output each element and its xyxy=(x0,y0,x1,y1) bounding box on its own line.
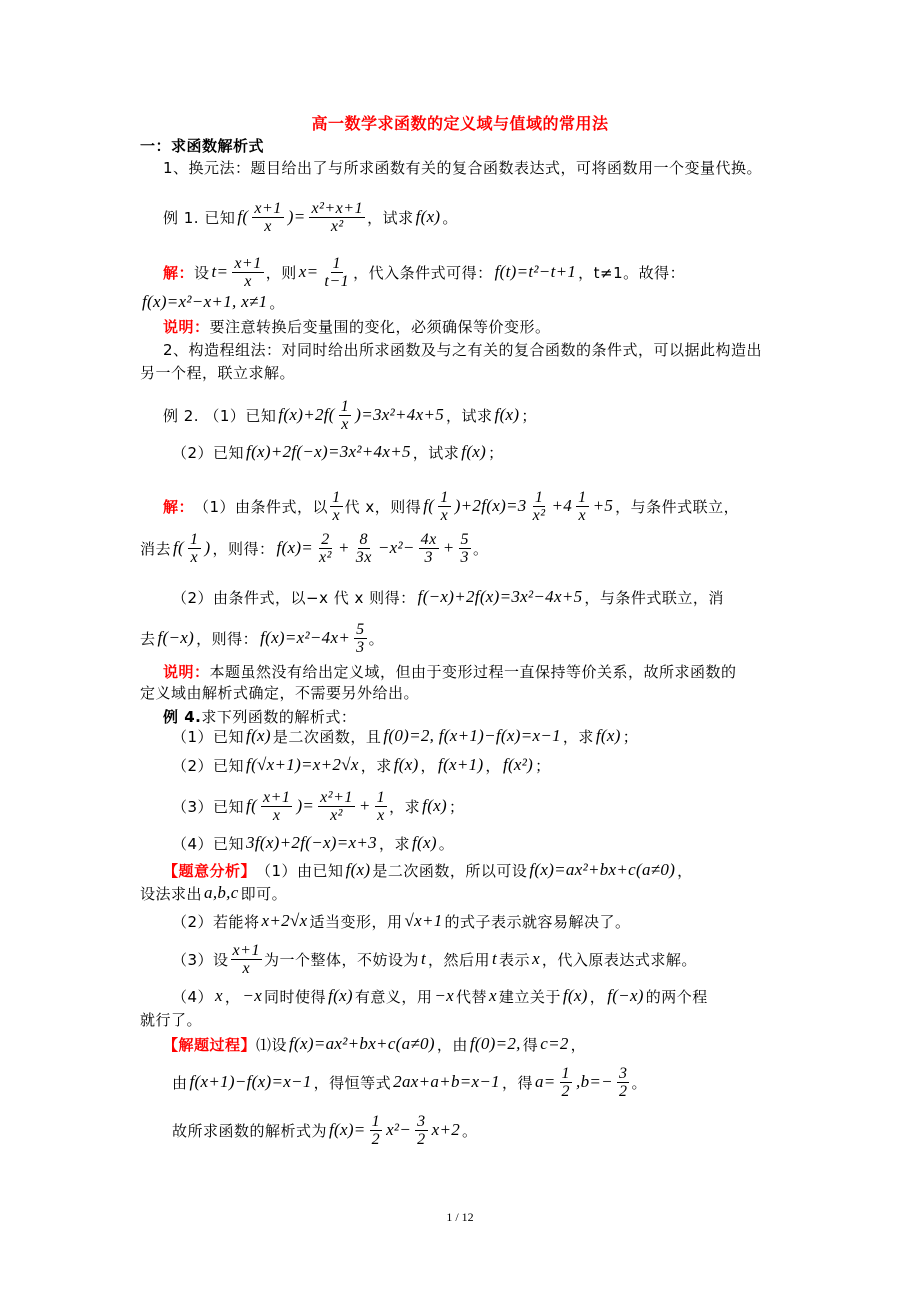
math-expression: f(x) xyxy=(562,986,588,1005)
math-expression: f(x)=ax²+bx+c(a≠0) xyxy=(529,860,676,879)
text: 。 xyxy=(473,539,489,558)
text: 例 1. 已知 xyxy=(163,208,236,227)
text: （2）已知 xyxy=(172,756,245,775)
text: 消去 xyxy=(140,539,172,558)
math-expression: f(x) xyxy=(595,726,621,745)
math-expression: f(x) xyxy=(393,755,419,774)
text: 适当变形，用 xyxy=(309,912,403,931)
math-expression: f(t)=t²−t+1 xyxy=(494,262,577,281)
math-expression: t= xyxy=(211,262,229,281)
numerator: x+1 xyxy=(234,254,262,272)
text: ，求 xyxy=(562,727,594,746)
highlight-label: 【解题过程】 xyxy=(163,1035,257,1054)
text: ， xyxy=(677,861,693,880)
math-expression: −x xyxy=(242,986,263,1005)
text: ，与条件式联立， xyxy=(615,497,740,516)
math-expression: f(0)=2, xyxy=(469,1034,521,1053)
text: 代 x，则得 xyxy=(344,497,422,516)
text: ，代入原表达式求解。 xyxy=(541,950,697,969)
text: ， xyxy=(589,987,606,1006)
text: 即可。 xyxy=(240,884,288,903)
text: ，与条件式联立，消 xyxy=(584,588,724,607)
text: （2）若能将 xyxy=(172,912,260,931)
math-expression: f(x)+2f(−x)=3x²+4x+5 xyxy=(246,442,411,461)
text: 。 xyxy=(438,834,455,853)
fraction xyxy=(317,531,334,566)
denominator: 2 xyxy=(417,1130,426,1148)
text: ，代入条件式可得： xyxy=(353,263,493,282)
denominator: x xyxy=(341,415,349,433)
numerator: 4x xyxy=(420,530,437,548)
highlight-label: 解： xyxy=(163,263,195,282)
text: 的两个程 xyxy=(645,987,708,1006)
text: 要注意转换后变量围的变化，必须确保等价变形。 xyxy=(209,317,551,336)
text-line xyxy=(172,1110,478,1150)
math-expression: f(x)=x²−x+1, x≠1 xyxy=(142,292,268,311)
math-expression: f(√x+1)=x+2√x xyxy=(246,755,359,774)
fraction xyxy=(231,942,262,977)
text: ，试求 xyxy=(412,443,460,462)
bold-heading: 一：求函数解析式 xyxy=(140,136,265,155)
math-expression: f(x) xyxy=(411,833,437,852)
fraction xyxy=(252,200,283,235)
text: （2）已知 xyxy=(172,443,245,462)
math-expression: x xyxy=(532,949,540,968)
math-expression: + xyxy=(358,796,371,815)
denominator: 2 xyxy=(371,1130,381,1148)
numerator: 1 xyxy=(190,530,199,548)
denominator: x² xyxy=(330,806,343,824)
highlight-label: 说明： xyxy=(163,662,210,681)
numerator: 1 xyxy=(561,1064,571,1082)
numerator: 1 xyxy=(534,488,544,506)
page-number: 1 / 12 xyxy=(446,1210,474,1224)
text: ； xyxy=(521,406,537,425)
math-expression: f(x)=x²−4x+ xyxy=(260,628,351,647)
text: 2、构造程组法：对同时给出所求函数及与之有关的复合函数的条件式，可以据此构造出 xyxy=(163,340,763,359)
text: 是二次函数，所以可设 xyxy=(372,861,528,880)
text: 例 2. （1）已知 xyxy=(163,406,277,425)
text-line xyxy=(163,147,762,187)
text: ，得恒等式 xyxy=(313,1073,392,1092)
text-line xyxy=(172,786,464,826)
math-expression: x xyxy=(215,986,223,1005)
math-expression: )=3x²+4x+5 xyxy=(355,405,445,424)
text: （1）已知 xyxy=(172,727,245,746)
text: ； xyxy=(535,756,551,775)
text-line xyxy=(172,1062,647,1102)
text: ； xyxy=(448,797,465,816)
math-expression: f(x) xyxy=(246,726,271,745)
math-expression: c=2 xyxy=(540,1034,569,1053)
denominator: x² xyxy=(319,548,332,566)
text: 去 xyxy=(140,629,156,648)
text: ， xyxy=(420,756,437,775)
denominator: 3x xyxy=(355,548,372,566)
numerator: 8 xyxy=(359,530,369,548)
numerator: x²+1 xyxy=(320,788,353,806)
denominator: t−1 xyxy=(324,272,350,290)
numerator: x+1 xyxy=(232,941,260,959)
math-expression: f(x)=ax²+bx+c(a≠0) xyxy=(289,1034,435,1053)
math-expression: )+2f(x)=3 xyxy=(454,496,527,515)
math-expression: f(x) xyxy=(494,405,520,424)
text: ，则 xyxy=(265,263,297,282)
denominator: x xyxy=(272,806,281,824)
text: （4） xyxy=(172,987,214,1006)
denominator: x xyxy=(190,548,199,566)
highlight-label: 解： xyxy=(163,497,195,516)
math-expression: x²− xyxy=(386,1120,412,1139)
text-line xyxy=(172,901,631,941)
math-expression: a,b,c xyxy=(204,883,239,902)
math-expression: f( xyxy=(246,796,258,815)
text: 是二次函数，且 xyxy=(272,727,382,746)
fraction xyxy=(419,531,439,566)
math-expression: t xyxy=(420,949,426,968)
text-line xyxy=(163,197,458,237)
fraction xyxy=(354,531,374,566)
math-expression: + xyxy=(442,538,455,557)
denominator: 2 xyxy=(618,1082,628,1100)
text: ，然后用 xyxy=(428,950,491,969)
denominator: x² xyxy=(532,506,546,524)
fraction xyxy=(330,489,343,524)
denominator: x xyxy=(578,506,587,524)
numerator: 3 xyxy=(417,1112,426,1130)
text-line xyxy=(163,486,739,526)
math-expression: f(x+1)−f(x)=x−1 xyxy=(189,1072,312,1091)
text: ； xyxy=(622,727,639,746)
math-expression: f(x)= xyxy=(276,538,314,557)
fraction xyxy=(375,789,388,824)
denominator: x xyxy=(242,959,251,977)
text: 本题虽然没有给出定义域，但由于变形过程一直保持等价关系，故所求函数的 xyxy=(209,662,737,681)
text: 1、换元法：题目给出了与所求函数有关的复合函数表达式，可将函数用一个变量代换。 xyxy=(163,158,763,177)
denominator: 3 xyxy=(424,548,433,566)
fraction xyxy=(318,789,355,824)
numerator: 5 xyxy=(356,620,365,638)
text: 。 xyxy=(462,1121,478,1140)
math-expression: f(x)+2f( xyxy=(278,405,335,424)
text: 。 xyxy=(442,208,458,227)
numerator: 1 xyxy=(332,254,341,272)
math-expression: +4 xyxy=(551,496,573,515)
text: （4）已知 xyxy=(172,834,245,853)
text: （2）由条件式，以−x 代 x 则得： xyxy=(172,588,416,607)
math-expression: 3f(x)+2f(−x)=x+3 xyxy=(246,833,377,852)
math-expression: f(x)= xyxy=(329,1120,366,1139)
numerator: 1 xyxy=(340,397,350,415)
text: 的式子表示就容易解决了。 xyxy=(444,912,631,931)
math-expression: )= xyxy=(287,207,306,226)
math-expression: f(0)=2, f(x+1)−f(x)=x−1 xyxy=(383,726,561,745)
text: ， xyxy=(224,987,241,1006)
text: 同时使得 xyxy=(264,987,327,1006)
text-line xyxy=(163,395,537,435)
math-expression: ,b=− xyxy=(576,1072,613,1091)
numerator: 5 xyxy=(460,530,470,548)
text: ，则得： xyxy=(212,539,275,558)
text: ，试求 xyxy=(367,208,414,227)
numerator: 1 xyxy=(332,488,341,506)
fraction xyxy=(261,789,292,824)
numerator: x²+x+1 xyxy=(311,199,364,217)
text: 。 xyxy=(368,629,385,648)
math-expression: x+2 xyxy=(431,1120,461,1139)
math-expression: ) xyxy=(204,538,211,557)
text-line xyxy=(140,352,295,392)
text: 代替 xyxy=(456,987,488,1006)
text: 为一个整体，不妨设为 xyxy=(263,950,419,969)
document-title: 高一数学求函数的定义域与值域的常用法 xyxy=(311,113,609,133)
text: ； xyxy=(488,443,504,462)
fraction xyxy=(370,1113,383,1148)
math-expression: f( xyxy=(423,496,435,515)
text: ， xyxy=(485,756,501,775)
math-expression: f(x) xyxy=(422,796,447,815)
math-expression: x= xyxy=(298,262,319,281)
math-expression: )= xyxy=(296,796,315,815)
text: （1）由条件式，以 xyxy=(194,497,329,516)
math-expression: f(x) xyxy=(461,442,487,461)
math-expression: +5 xyxy=(592,496,614,515)
text: ，由 xyxy=(436,1035,468,1054)
denominator: x xyxy=(244,272,252,290)
text: 表示 xyxy=(499,950,531,969)
text: ，得 xyxy=(501,1073,533,1092)
math-expression: 2ax+a+b=x−1 xyxy=(393,1072,500,1091)
math-expression: −x²− xyxy=(377,538,415,557)
math-expression: f(x) xyxy=(415,207,441,226)
fraction xyxy=(560,1065,573,1100)
math-expression: t xyxy=(492,949,498,968)
fraction xyxy=(415,1113,428,1148)
text: ，t≠1。故得： xyxy=(578,263,686,282)
denominator: 3 xyxy=(356,638,365,656)
text: （3）设 xyxy=(172,950,229,969)
text-line xyxy=(172,976,708,1016)
numerator: 1 xyxy=(371,1112,381,1130)
denominator: 3 xyxy=(460,548,470,566)
math-expression: f(x+1) xyxy=(438,755,484,774)
text-line xyxy=(172,745,551,785)
denominator: x xyxy=(440,506,449,524)
fraction xyxy=(322,255,351,290)
highlight-label: 说明： xyxy=(163,317,210,336)
text: 得 xyxy=(522,1035,539,1054)
numerator: x+1 xyxy=(263,788,291,806)
math-expression: a= xyxy=(534,1072,556,1091)
text: 故所求函数的解析式为 xyxy=(172,1121,328,1140)
text: ，则得： xyxy=(196,629,259,648)
text-line xyxy=(163,1024,586,1064)
math-expression: √x+1 xyxy=(404,911,443,930)
text-line xyxy=(172,939,697,979)
fraction xyxy=(531,489,548,524)
text: 就行了。 xyxy=(140,1010,203,1029)
fraction xyxy=(617,1065,630,1100)
math-expression: f(x) xyxy=(328,986,353,1005)
fraction xyxy=(309,200,365,235)
math-expression: f(x) xyxy=(345,860,371,879)
denominator: x xyxy=(264,217,272,235)
numerator: 2 xyxy=(321,530,330,548)
text: 定义域由解析式确定，不需要另外给出。 xyxy=(140,683,420,702)
math-expression: f( xyxy=(237,207,249,226)
fraction xyxy=(438,489,451,524)
numerator: 3 xyxy=(618,1064,628,1082)
text: 。 xyxy=(631,1073,647,1092)
math-expression: f(−x) xyxy=(607,986,644,1005)
numerator: x+1 xyxy=(254,199,282,217)
math-expression: x+2√x xyxy=(261,911,308,930)
denominator: x xyxy=(332,506,341,524)
text: 另一个程，联立求解。 xyxy=(140,363,296,382)
text-line xyxy=(172,432,504,472)
text: ，求 xyxy=(360,756,392,775)
math-expression: −x xyxy=(434,986,454,1005)
text: ，求 xyxy=(378,834,410,853)
text: （3）已知 xyxy=(172,797,245,816)
math-expression: f(x²) xyxy=(502,755,534,774)
text: 设法求出 xyxy=(140,884,203,903)
text: 求下列函数的解析式： xyxy=(201,707,357,726)
text: 设 xyxy=(194,263,210,282)
denominator: x xyxy=(377,806,385,824)
numerator: 1 xyxy=(440,488,449,506)
text: ， xyxy=(570,1035,587,1054)
text: 有意义，用 xyxy=(354,987,433,1006)
math-expression: f(−x) xyxy=(157,628,195,647)
fraction xyxy=(339,398,352,433)
bold-heading: 例 4. xyxy=(163,707,202,726)
text: ，求 xyxy=(389,797,421,816)
text-line xyxy=(140,528,489,568)
numerator: 1 xyxy=(376,788,386,806)
denominator: x² xyxy=(330,217,344,235)
fraction xyxy=(459,531,472,566)
math-expression: x xyxy=(489,986,497,1005)
numerator: 1 xyxy=(578,488,587,506)
text: ⑴设 xyxy=(256,1035,288,1054)
math-expression: + xyxy=(337,538,350,557)
text-line xyxy=(172,577,724,617)
math-expression: f( xyxy=(173,538,184,557)
highlight-label: 【题意分析】 xyxy=(163,861,257,880)
text: 。 xyxy=(269,293,285,312)
text: 由 xyxy=(172,1073,188,1092)
text: ，试求 xyxy=(446,406,493,425)
math-expression: f(−x)+2f(x)=3x²−4x+5 xyxy=(417,587,583,606)
fraction xyxy=(576,489,589,524)
text: 建立关于 xyxy=(498,987,561,1006)
text: （1）由已知 xyxy=(256,861,344,880)
denominator: 2 xyxy=(561,1082,571,1100)
fraction xyxy=(188,531,201,566)
